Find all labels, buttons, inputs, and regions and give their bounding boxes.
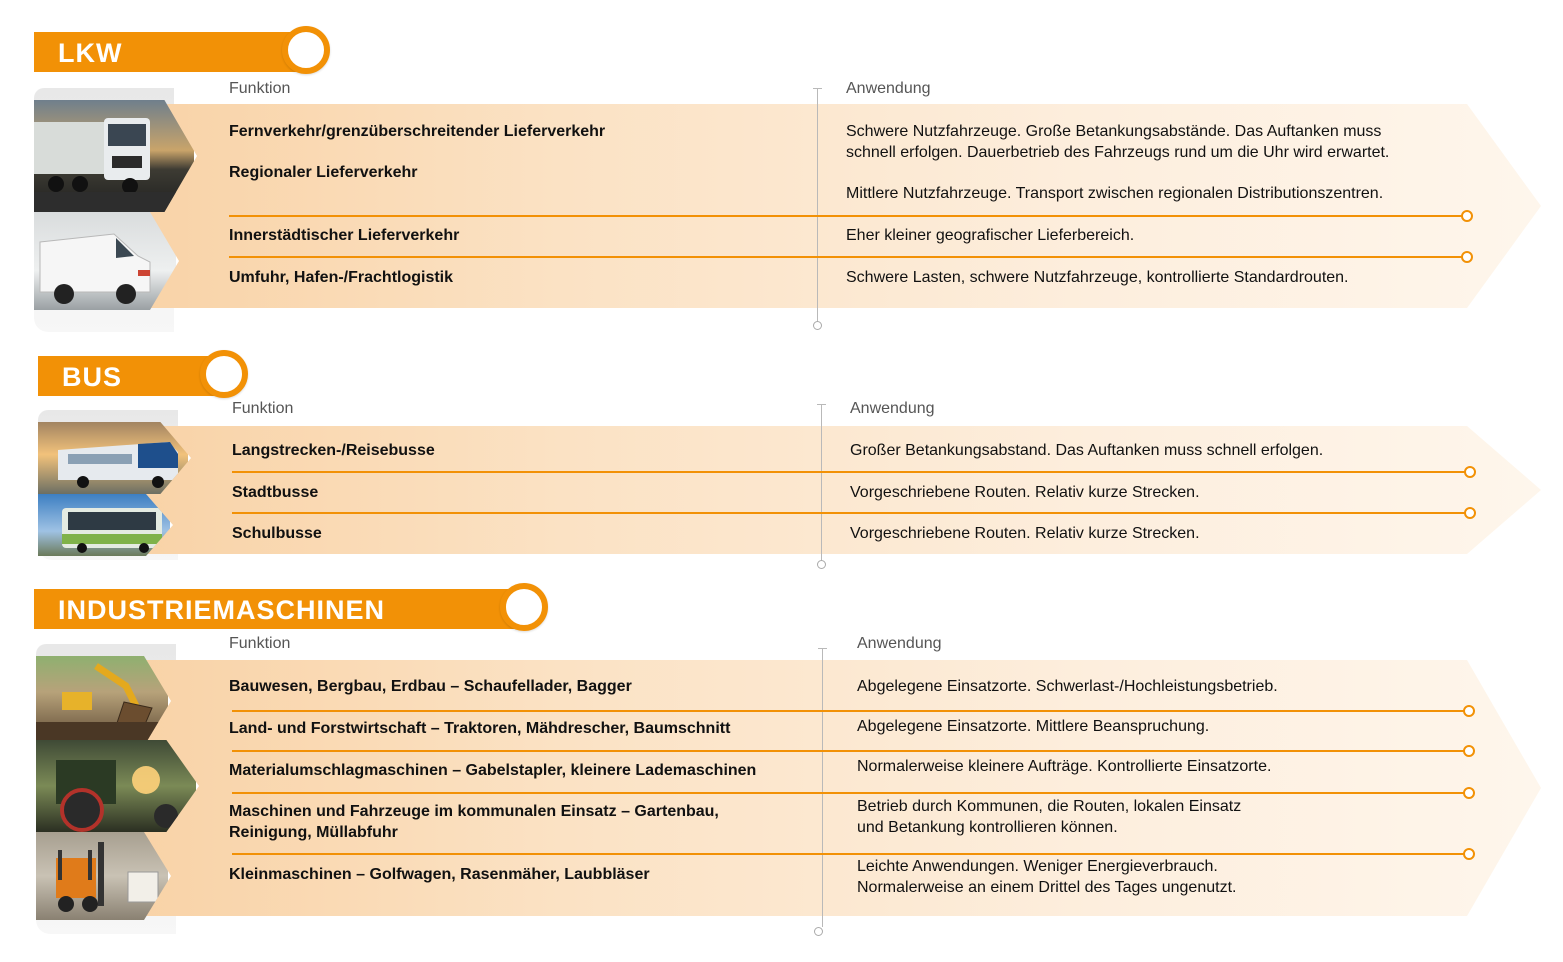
function-cell: Bauwesen, Bergbau, Erdbau – Schaufellader, Bagger: [229, 678, 632, 695]
header-ring-icon: [500, 583, 548, 631]
application-cell: Schwere Lasten, schwere Nutzfahrzeuge, kontrollierte Standardrouten.: [846, 269, 1349, 286]
application-cell: Vorgeschriebene Routen. Relativ kurze Strecken.: [850, 525, 1200, 542]
application-cell: Abgelegene Einsatzorte. Mittlere Beanspruchung.: [857, 718, 1210, 735]
col-label-application: Anwendung: [846, 80, 931, 97]
function-cell: Materialumschlagmaschinen – Gabelstapler, kleinere Lademaschinen: [229, 762, 757, 779]
application-cell: Großer Betankungsabstand. Das Auftanken muss schnell erfolgen.: [850, 442, 1324, 459]
row-divider: [232, 750, 1465, 752]
application-cell: Eher kleiner geografischer Lieferbereich.: [846, 227, 1135, 244]
function-cell: Schulbusse: [232, 525, 322, 542]
divider-vertical: [822, 649, 823, 927]
function-cell: Regionaler Lieferverkehr: [229, 164, 418, 181]
col-label-function: Funktion: [229, 635, 291, 652]
section-header-industrie: [34, 583, 549, 635]
application-cell: Mittlere Nutzfahrzeuge. Transport zwischen regionalen Distributionszentren.: [846, 185, 1384, 202]
application-cell: Leichte Anwendungen. Weniger Energieverbrauch. Normalerweise an einem Drittel des Tages ungenutzt.: [857, 858, 1237, 896]
application-cell: Schwere Nutzfahrzeuge. Große Betankungsabstände. Das Auftanken muss schnell erfolgen. Dauerbetrieb des Fahrzeugs rund um die Uhr wird erwartet.: [846, 123, 1390, 161]
tractor-photo: [36, 740, 199, 832]
forklift-photo: [36, 832, 171, 920]
function-cell: Kleinmaschinen – Golfwagen, Rasenmäher, Laubbläser: [229, 866, 650, 883]
row-divider-dot: [1463, 848, 1475, 860]
row-divider: [232, 710, 1465, 712]
row-divider: [232, 792, 1465, 794]
application-cell: Betrieb durch Kommunen, die Routen, lokalen Einsatz und Betankung kontrollieren können.: [857, 798, 1242, 836]
function-cell: Stadtbusse: [232, 484, 319, 501]
application-cell: Normalerweise kleinere Aufträge. Kontrollierte Einsatzorte.: [857, 758, 1272, 775]
section-title: BUS: [62, 362, 123, 392]
function-cell: Umfuhr, Hafen-/Frachtlogistik: [229, 269, 454, 286]
function-cell: Maschinen und Fahrzeuge im kommunalen Einsatz – Gartenbau, Reinigung, Müllabfuhr: [229, 803, 719, 841]
application-cell: Vorgeschriebene Routen. Relativ kurze Strecken.: [850, 484, 1200, 501]
function-cell: Langstrecken-/Reisebusse: [232, 442, 435, 459]
section-title: LKW: [58, 38, 123, 68]
function-cell: Fernverkehr/grenzüberschreitender Lieferverkehr: [229, 123, 606, 140]
row-divider-dot: [1463, 705, 1475, 717]
application-cell: Abgelegene Einsatzorte. Schwerlast-/Hochleistungsbetrieb.: [857, 678, 1278, 695]
section-title: INDUSTRIEMASCHINEN: [58, 595, 386, 625]
excavator-photo: [36, 656, 171, 746]
function-cell: Land- und Forstwirtschaft – Traktoren, Mähdrescher, Baumschnitt: [229, 720, 731, 737]
col-label-application: Anwendung: [850, 400, 935, 417]
row-divider-dot: [1463, 787, 1475, 799]
row-divider: [232, 853, 1465, 855]
divider-end-dot: [814, 927, 823, 936]
row-divider-dot: [1463, 745, 1475, 757]
function-cell: Innerstädtischer Lieferverkehr: [229, 227, 460, 244]
col-label-function: Funktion: [229, 80, 291, 97]
col-label-application: Anwendung: [857, 635, 942, 652]
col-label-function: Funktion: [232, 400, 294, 417]
